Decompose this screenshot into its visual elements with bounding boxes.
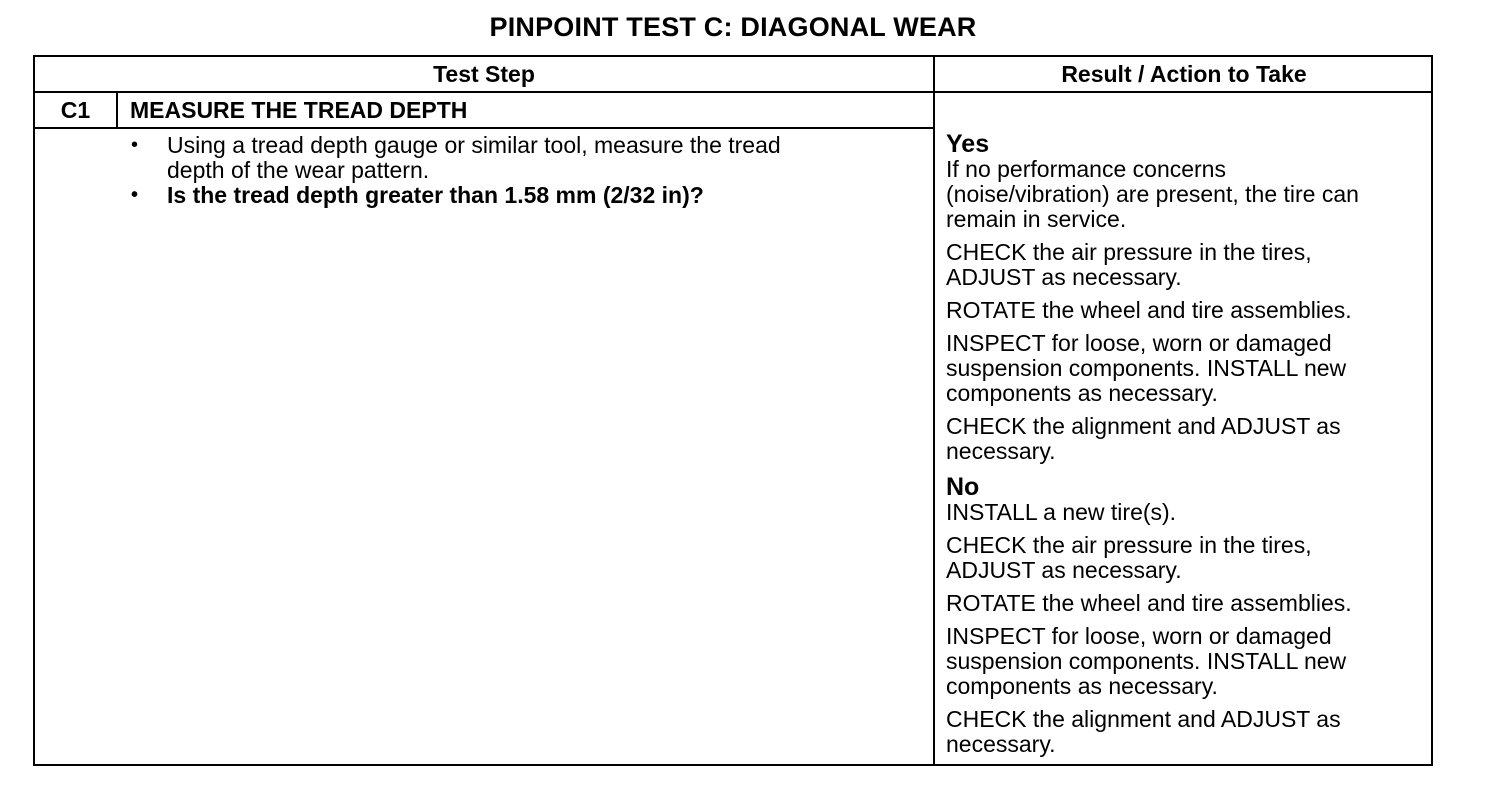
bullet-icon: • — [131, 134, 139, 156]
result-yes-action: INSPECT for loose, worn or damaged suspension components. INSTALL new components as necessary. — [946, 330, 1347, 406]
instruction-text: Using a tread depth gauge or similar tool, measure the tread depth of the wear pattern. — [167, 132, 781, 183]
result-no-action: INSTALL a new tire(s). — [946, 499, 1177, 525]
result-no-action: CHECK the alignment and ADJUST as necessary. — [946, 706, 1341, 757]
header-result-action: Result / Action to Take — [1061, 61, 1307, 87]
pinpoint-test-table — [33, 55, 1433, 766]
step-title-divider — [35, 127, 933, 129]
result-no-action: INSPECT for loose, worn or damaged suspension components. INSTALL new components as necessary. — [946, 623, 1347, 699]
result-no-label: No — [946, 473, 980, 501]
result-no-action: ROTATE the wheel and tire assemblies. — [946, 590, 1352, 616]
header-test-step: Test Step — [433, 61, 535, 87]
step-id: C1 — [60, 97, 91, 123]
bullet-icon: • — [131, 184, 139, 206]
result-yes-label: Yes — [946, 130, 990, 158]
instruction-question — [123, 183, 923, 208]
instruction-item — [123, 133, 923, 183]
page-title: PINPOINT TEST C: DIAGONAL WEAR — [489, 12, 977, 42]
column-divider — [933, 57, 935, 764]
instruction-text: Is the tread depth greater than 1.58 mm (2/32 in)? — [167, 182, 704, 208]
result-yes-action: CHECK the air pressure in the tires, ADJUST as necessary. — [946, 239, 1312, 290]
result-column — [946, 131, 1426, 765]
step-title: MEASURE THE TREAD DEPTH — [130, 97, 468, 123]
result-yes-action: CHECK the alignment and ADJUST as necessary. — [946, 413, 1341, 464]
step-instructions — [123, 133, 923, 208]
result-yes-action: ROTATE the wheel and tire assemblies. — [946, 297, 1352, 323]
result-yes-action: If no performance concerns (noise/vibration) are present, the tire can remain in service. — [946, 156, 1359, 232]
step-id-divider — [116, 93, 118, 127]
result-no-action: CHECK the air pressure in the tires, ADJUST as necessary. — [946, 532, 1312, 583]
